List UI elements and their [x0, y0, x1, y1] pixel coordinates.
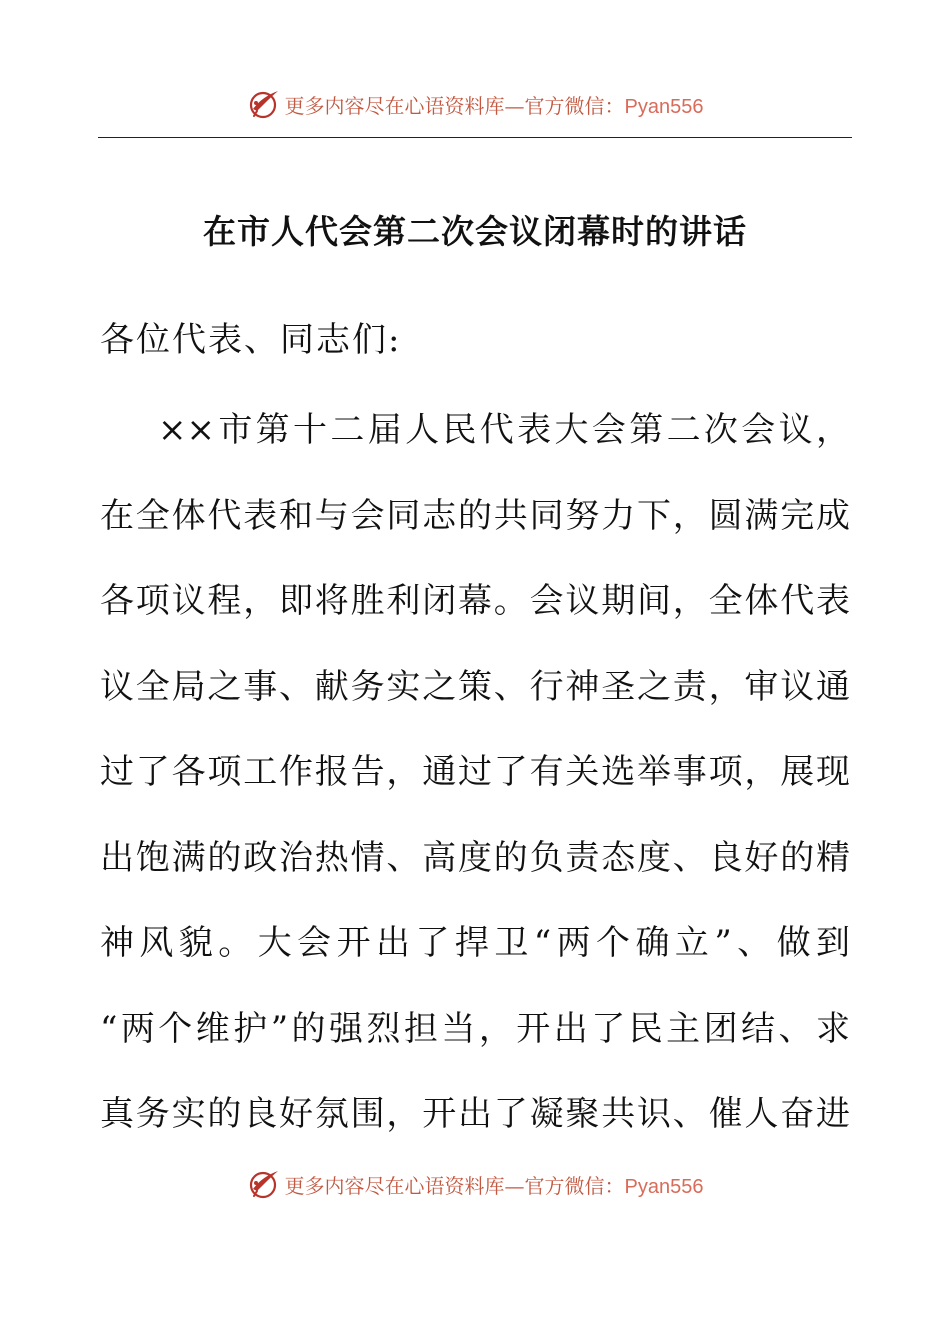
footer-banner — [0, 1164, 950, 1204]
salutation: 各位代表、同志们: — [100, 320, 402, 360]
body-line: 出饱满的政治热情、高度的负责态度、良好的精 — [100, 837, 850, 878]
banner-contact-label: 官方微信： — [524, 93, 625, 118]
banner-separator: — — [504, 1173, 525, 1198]
body-line: 真务实的良好氛围，开出了凝聚共识、催人奋进 — [100, 1094, 850, 1134]
banner-main-text: 更多内容尽在心语资料库 — [284, 1173, 505, 1198]
document-title: 在市人代会第二次会议闭幕时的讲话 — [203, 212, 747, 251]
body-line: 在全体代表和与会同志的共同努力下，圆满完成 — [100, 495, 850, 536]
body-line: 各项议程，即将胜利闭幕。会议期间，全体代表 — [100, 581, 850, 621]
body-line: 过了各项工作报告，通过了有关选举事项，展现 — [100, 752, 850, 792]
banner-wechat-id: Pyan556 — [624, 95, 704, 118]
banner-separator: — — [504, 93, 525, 118]
banner-wechat-id: Pyan556 — [624, 1175, 704, 1198]
body-line: 议全局之事、献务实之策、行神圣之责，审议通 — [100, 666, 850, 707]
quill-pen-logo — [247, 87, 281, 121]
banner-main-text: 更多内容尽在心语资料库 — [284, 93, 505, 118]
header-banner — [0, 84, 950, 124]
banner-contact-label: 官方微信： — [524, 1173, 625, 1198]
body-line: “两个维护”的强烈担当，开出了民主团结、求 — [100, 1008, 850, 1049]
body-line: ××市第十二届人民代表大会第二次会议， — [158, 410, 850, 450]
banner-text — [285, 1170, 704, 1199]
body-text — [100, 405, 850, 1175]
banner-text — [285, 90, 704, 119]
body-line: 神风貌。大会开出了捍卫“两个确立”、做到 — [100, 923, 850, 963]
quill-pen-logo — [247, 1167, 281, 1201]
header-divider — [98, 137, 852, 138]
